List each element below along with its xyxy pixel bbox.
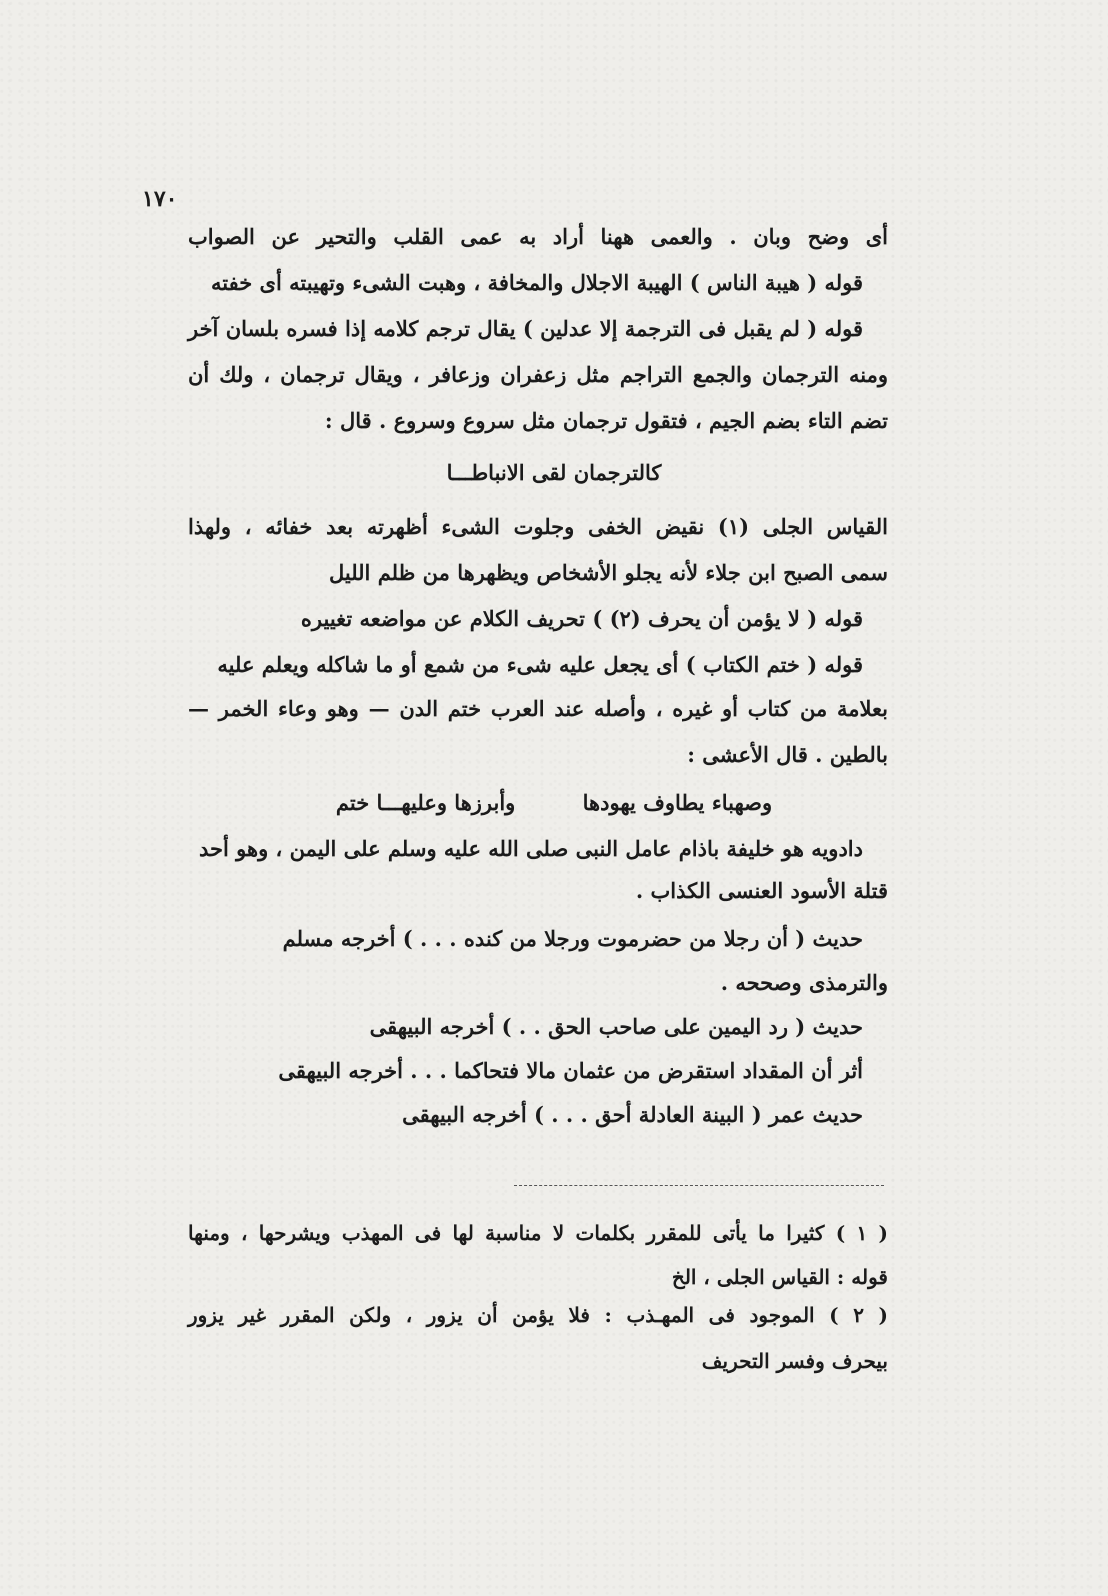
text-line-7: القياس الجلى (١) نقيض الخفى وجلوت الشىء أظهرته بعد خفائه ، ولهذا xyxy=(188,514,888,539)
text-line-10: قوله ( ختم الكتاب ) أى يجعل عليه شىء من شمع أو ما شاكله ويعلم عليه xyxy=(217,652,863,677)
text-line-16: حديث ( أن رجلا من حضرموت ورجلا من كنده . . . ) أخرجه مسلم xyxy=(282,926,863,951)
text-line-18: حديث ( رد اليمين على صاحب الحق . . ) أخرجه البيهقى xyxy=(369,1014,863,1039)
text-line-12: بالطين . قال الأعشى : xyxy=(687,742,888,767)
footnote-2-line-1: ( ٢ ) الموجود فى المهـذب : فلا يؤمن أن يزور ، ولكن المقرر غير يزور xyxy=(188,1303,888,1327)
text-line-2: قوله ( هيبة الناس ) الهيبة الاجلال والمخافة ، وهبت الشىء وتهيبته أى خفته xyxy=(211,270,863,295)
footnote-1-line-2: قوله : القياس الجلى ، الخ xyxy=(671,1265,888,1289)
text-line-1: أى وضح وبان . والعمى ههنا أراد به عمى القلب والتحير عن الصواب xyxy=(188,224,888,249)
page-number: ١٧٠ xyxy=(142,186,178,212)
text-line-4: ومنه الترجمان والجمع التراجم مثل زعفران وزعافر ، ويقال ترجمان ، ولك أن xyxy=(188,362,888,387)
text-line-17: والترمذى وصححه . xyxy=(720,970,888,995)
text-line-8: سمى الصبح ابن جلاء لأنه يجلو الأشخاص ويظهرها من ظلم الليل xyxy=(328,560,888,585)
text-line-9: قوله ( لا يؤمن أن يحرف (٢) ) تحريف الكلام عن مواضعه تغييره xyxy=(300,606,863,631)
text-line-3: قوله ( لم يقبل فى الترجمة إلا عدلين ) يقال ترجم كلامه إذا فسره بلسان آخر xyxy=(187,316,863,341)
footnote-1-line-1: ( ١ ) كثيرا ما يأتى للمقرر بكلمات لا مناسبة لها فى المهذب ويشرحها ، ومنها xyxy=(188,1221,888,1245)
verse-left-hemistich: وأبرزها وعليهـــا ختم xyxy=(335,790,516,815)
verse-fragment: كالترجمان لقى الانباطـــا xyxy=(446,460,662,485)
text-line-15: قتلة الأسود العنسى الكذاب . xyxy=(635,878,888,903)
text-line-14: دادويه هو خليفة باذام عامل النبى صلى الله عليه وسلم على اليمن ، وهو أحد xyxy=(199,836,863,861)
text-line-20: حديث عمر ( البينة العادلة أحق . . . ) أخرجه البيهقى xyxy=(402,1102,863,1127)
verse-line xyxy=(0,788,1108,818)
text-line-5: تضم التاء بضم الجيم ، فتقول ترجمان مثل سروع وسروع . قال : xyxy=(324,408,888,433)
text-line-11: بعلامة من كتاب أو غيره ، وأصله عند العرب ختم الدن — وهو وعاء الخمر — xyxy=(188,696,888,721)
text-line-19: أثر أن المقداد استقرض من عثمان مالا فتحاكما . . . أخرجه البيهقى xyxy=(278,1058,863,1083)
footnote-2-line-2: بيحرف وفسر التحريف xyxy=(701,1349,888,1373)
verse-right-hemistich: وصهباء يطاوف يهودها xyxy=(582,790,773,815)
footnote-separator xyxy=(514,1185,884,1186)
